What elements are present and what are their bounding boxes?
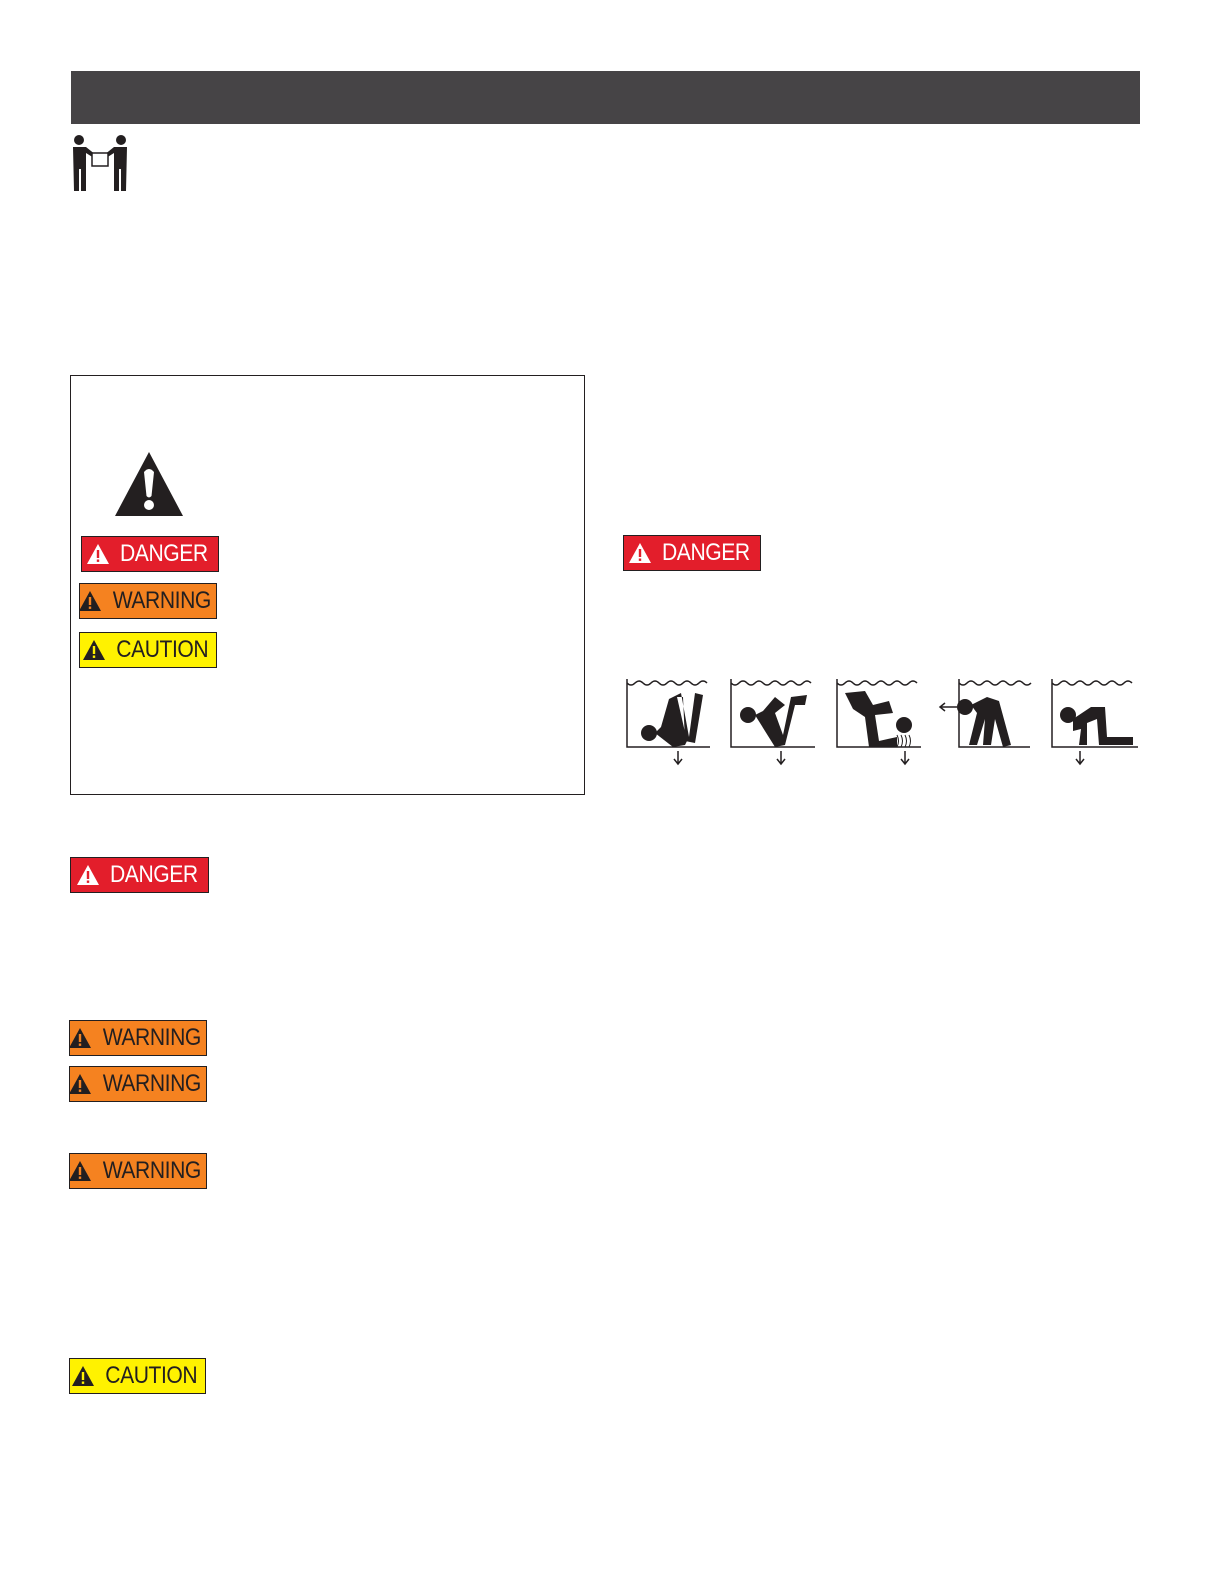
warning-label: WARNING xyxy=(102,1157,202,1184)
alert-icon xyxy=(82,639,106,661)
danger-label: DANGER xyxy=(109,861,198,888)
alert-icon xyxy=(78,590,102,612)
alert-icon xyxy=(86,543,110,565)
caution-badge xyxy=(79,632,217,668)
warning-badge xyxy=(69,1066,207,1102)
caution-label: CAUTION xyxy=(116,636,208,663)
danger-badge xyxy=(81,536,219,572)
caution-label: CAUTION xyxy=(105,1362,198,1389)
suction-entrapment-illustrations xyxy=(625,675,1140,767)
warning-badge xyxy=(79,583,217,619)
danger-badge xyxy=(70,857,209,893)
danger-label: DANGER xyxy=(662,539,750,566)
warning-label: WARNING xyxy=(112,587,212,614)
caution-badge xyxy=(69,1358,206,1394)
handoff-icon xyxy=(70,133,130,193)
alert-icon xyxy=(71,1365,95,1387)
safety-alert-triangle-icon xyxy=(113,450,185,518)
alert-icon xyxy=(76,864,100,886)
danger-badge xyxy=(623,535,761,571)
warning-label: WARNING xyxy=(102,1024,202,1051)
warning-label: WARNING xyxy=(102,1070,202,1097)
alert-icon xyxy=(68,1027,92,1049)
alert-icon xyxy=(68,1073,92,1095)
section-header-bar xyxy=(71,71,1140,124)
alert-icon xyxy=(68,1160,92,1182)
warning-badge xyxy=(69,1020,207,1056)
alert-icon xyxy=(628,542,652,564)
warning-badge xyxy=(69,1153,207,1189)
danger-label: DANGER xyxy=(120,540,208,567)
